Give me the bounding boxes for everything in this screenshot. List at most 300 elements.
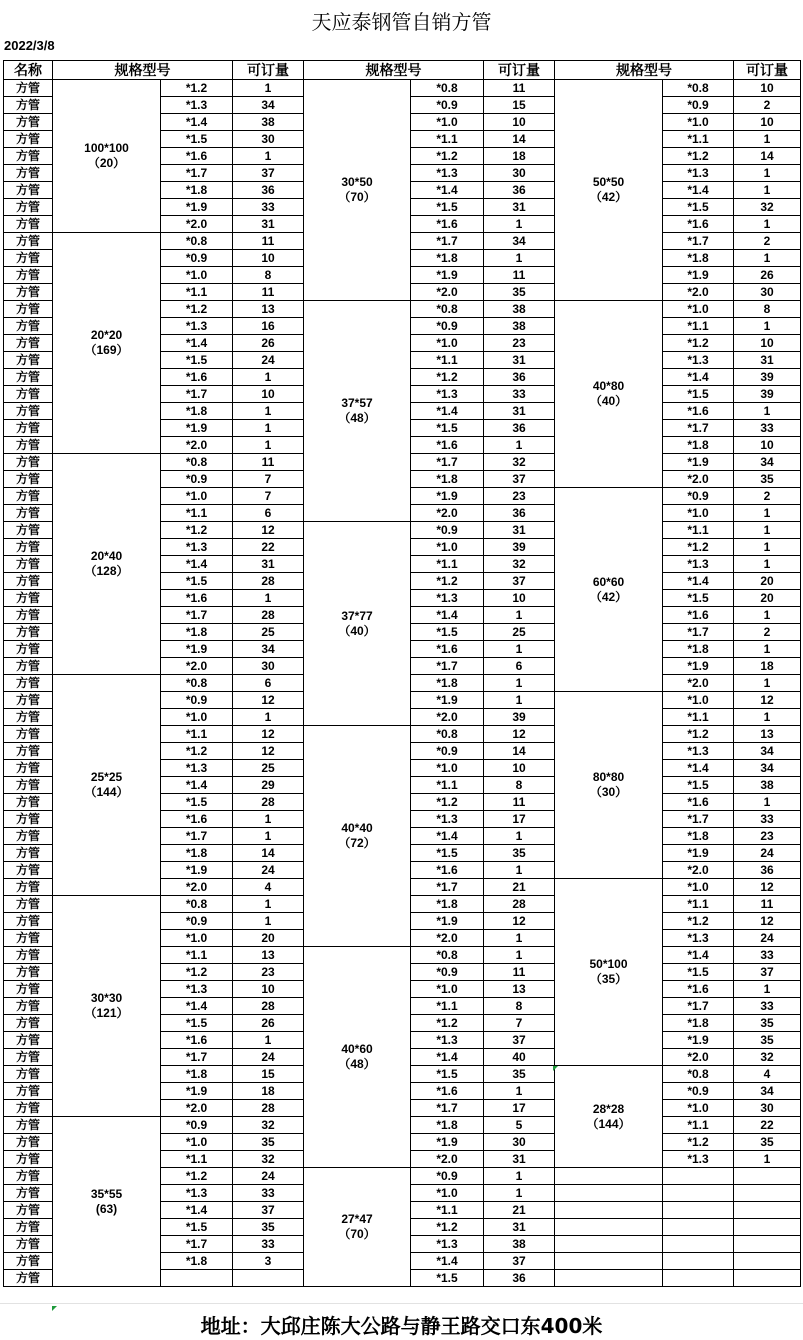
product-name-cell: 方管 <box>4 131 53 148</box>
quantity-cell: 11 <box>233 233 304 250</box>
quantity-cell: 16 <box>233 318 304 335</box>
quantity-cell: 1 <box>734 131 801 148</box>
quantity-cell: 39 <box>734 369 801 386</box>
thickness-cell: *1.7 <box>161 828 233 845</box>
product-name-cell: 方管 <box>4 896 53 913</box>
product-name-cell: 方管 <box>4 828 53 845</box>
quantity-cell: 12 <box>734 913 801 930</box>
thickness-cell: *1.9 <box>161 199 233 216</box>
spec-size: 60*60 <box>592 574 625 589</box>
thickness-cell: *1.3 <box>663 165 734 182</box>
thickness-cell: *1.4 <box>663 369 734 386</box>
quantity-cell: 2 <box>734 488 801 505</box>
thickness-cell: *1.1 <box>663 522 734 539</box>
quantity-cell: 38 <box>484 318 555 335</box>
quantity-cell: 33 <box>734 811 801 828</box>
quantity-cell: 2 <box>734 624 801 641</box>
thickness-cell: *1.7 <box>411 1100 484 1117</box>
thickness-cell: *1.4 <box>663 760 734 777</box>
quantity-cell: 21 <box>484 879 555 896</box>
thickness-cell: *1.2 <box>161 1168 233 1185</box>
product-name-cell: 方管 <box>4 369 53 386</box>
quantity-cell: 24 <box>734 930 801 947</box>
thickness-cell: *0.9 <box>663 97 734 114</box>
quantity-cell: 35 <box>734 471 801 488</box>
spec-size: 40*60 <box>341 1042 373 1056</box>
thickness-cell: *1.3 <box>663 556 734 573</box>
quantity-cell: 6 <box>233 675 304 692</box>
spec-cell <box>555 879 663 1066</box>
product-name-cell: 方管 <box>4 1270 53 1287</box>
thickness-cell: *1.5 <box>161 131 233 148</box>
quantity-cell: 32 <box>233 1117 304 1134</box>
thickness-cell: *1.1 <box>411 998 484 1015</box>
thickness-cell: *1.0 <box>411 760 484 777</box>
quantity-cell: 37 <box>484 1032 555 1049</box>
quantity-cell: 12 <box>484 913 555 930</box>
quantity-cell: 1 <box>233 437 304 454</box>
quantity-cell: 1 <box>734 675 801 692</box>
spec-count: （72） <box>338 836 376 850</box>
thickness-cell: *0.9 <box>161 692 233 709</box>
thickness-cell: *1.4 <box>411 607 484 624</box>
quantity-cell: 26 <box>233 335 304 352</box>
spec-count: （35） <box>589 972 628 986</box>
quantity-cell: 35 <box>734 1032 801 1049</box>
quantity-cell: 28 <box>484 896 555 913</box>
thickness-cell: *1.1 <box>161 284 233 301</box>
thickness-cell: *1.0 <box>411 114 484 131</box>
quantity-cell: 31 <box>484 199 555 216</box>
spec-cell <box>555 488 663 692</box>
thickness-cell: *1.7 <box>663 998 734 1015</box>
product-name-cell: 方管 <box>4 879 53 896</box>
product-name-cell: 方管 <box>4 760 53 777</box>
quantity-cell: 1 <box>734 794 801 811</box>
product-name-cell: 方管 <box>4 777 53 794</box>
thickness-cell: *1.9 <box>161 420 233 437</box>
quantity-cell: 13 <box>484 981 555 998</box>
product-name-cell: 方管 <box>4 675 53 692</box>
thickness-cell: *1.8 <box>161 1066 233 1083</box>
quantity-cell: 18 <box>484 148 555 165</box>
quantity-cell: 38 <box>484 1236 555 1253</box>
spec-cell <box>304 522 411 726</box>
spec-cell <box>53 80 161 233</box>
thickness-cell: *1.2 <box>411 369 484 386</box>
thickness-cell: *1.1 <box>411 352 484 369</box>
table-row <box>4 80 801 97</box>
thickness-cell: *1.4 <box>161 777 233 794</box>
thickness-cell: *1.0 <box>663 692 734 709</box>
spec-size: 20*40 <box>90 549 123 563</box>
quantity-cell: 10 <box>484 114 555 131</box>
empty-cell <box>663 1185 734 1202</box>
thickness-cell: *1.4 <box>161 556 233 573</box>
spec-count: (63) <box>95 1201 118 1216</box>
quantity-cell: 1 <box>734 318 801 335</box>
quantity-cell: 38 <box>734 777 801 794</box>
thickness-cell: *1.4 <box>161 998 233 1015</box>
quantity-cell: 1 <box>484 1168 555 1185</box>
thickness-cell: *0.9 <box>161 250 233 267</box>
spec-size: 37*77 <box>341 608 373 623</box>
thickness-cell: *0.8 <box>161 675 233 692</box>
thickness-cell: *1.7 <box>663 811 734 828</box>
quantity-cell: 34 <box>734 760 801 777</box>
product-name-cell: 方管 <box>4 165 53 182</box>
quantity-cell: 38 <box>484 301 555 318</box>
thickness-cell: *1.1 <box>161 726 233 743</box>
spec-size: 30*30 <box>90 991 123 1005</box>
thickness-cell: *1.2 <box>161 964 233 981</box>
quantity-cell: 2 <box>734 97 801 114</box>
quantity-cell: 1 <box>484 607 555 624</box>
thickness-cell: *1.1 <box>161 505 233 522</box>
quantity-cell: 36 <box>484 420 555 437</box>
inventory-table <box>3 60 801 1287</box>
thickness-cell: *1.9 <box>161 641 233 658</box>
product-name-cell: 方管 <box>4 539 53 556</box>
quantity-cell: 26 <box>233 1015 304 1032</box>
thickness-cell: *1.0 <box>411 981 484 998</box>
quantity-cell: 25 <box>484 624 555 641</box>
spec-cell <box>53 896 161 1117</box>
quantity-cell: 11 <box>734 896 801 913</box>
thickness-cell: *1.3 <box>411 1236 484 1253</box>
quantity-cell: 1 <box>734 556 801 573</box>
product-name-cell: 方管 <box>4 1185 53 1202</box>
product-name-cell: 方管 <box>4 913 53 930</box>
thickness-cell: *1.0 <box>663 879 734 896</box>
spec-size: 27*47 <box>341 1212 373 1226</box>
spec-count: （48） <box>338 1057 376 1071</box>
thickness-cell: *1.6 <box>161 590 233 607</box>
quantity-cell: 24 <box>233 1168 304 1185</box>
quantity-cell: 1 <box>233 913 304 930</box>
quantity-cell: 32 <box>484 454 555 471</box>
product-name-cell: 方管 <box>4 148 53 165</box>
thickness-cell: *1.3 <box>161 539 233 556</box>
quantity-cell: 1 <box>484 1083 555 1100</box>
quantity-cell: 36 <box>484 182 555 199</box>
product-name-cell: 方管 <box>4 573 53 590</box>
thickness-cell: *1.4 <box>411 1049 484 1066</box>
product-name-cell: 方管 <box>4 947 53 964</box>
quantity-cell: 12 <box>734 879 801 896</box>
thickness-cell: *1.0 <box>411 1185 484 1202</box>
product-name-cell: 方管 <box>4 998 53 1015</box>
product-name-cell: 方管 <box>4 1049 53 1066</box>
spec-count: （42） <box>589 190 628 204</box>
thickness-cell: *1.5 <box>663 590 734 607</box>
thickness-cell: *1.2 <box>663 1134 734 1151</box>
product-name-cell: 方管 <box>4 1032 53 1049</box>
thickness-cell: *0.8 <box>161 896 233 913</box>
thickness-cell: *1.1 <box>663 131 734 148</box>
thickness-cell: *1.7 <box>411 879 484 896</box>
thickness-cell: *1.1 <box>663 896 734 913</box>
thickness-cell: *1.2 <box>411 1219 484 1236</box>
thickness-cell: *1.5 <box>663 386 734 403</box>
product-name-cell: 方管 <box>4 267 53 284</box>
thickness-cell: *1.2 <box>411 794 484 811</box>
thickness-cell: *1.6 <box>663 794 734 811</box>
product-name-cell: 方管 <box>4 964 53 981</box>
thickness-cell: *0.8 <box>411 726 484 743</box>
product-name-cell: 方管 <box>4 1100 53 1117</box>
quantity-cell: 1 <box>484 1185 555 1202</box>
quantity-cell: 11 <box>484 964 555 981</box>
quantity-cell: 31 <box>233 216 304 233</box>
thickness-cell: *1.9 <box>411 1134 484 1151</box>
thickness-cell: *1.7 <box>663 233 734 250</box>
empty-cell <box>663 1270 734 1287</box>
thickness-cell: *1.6 <box>411 641 484 658</box>
product-name-cell: 方管 <box>4 437 53 454</box>
product-name-cell: 方管 <box>4 352 53 369</box>
thickness-cell: *0.8 <box>411 80 484 97</box>
quantity-cell: 1 <box>484 250 555 267</box>
quantity-cell: 37 <box>484 471 555 488</box>
thickness-cell: *2.0 <box>161 437 233 454</box>
quantity-cell: 35 <box>484 1066 555 1083</box>
empty-cell <box>555 1185 663 1202</box>
product-name-cell: 方管 <box>4 1219 53 1236</box>
quantity-cell: 1 <box>233 590 304 607</box>
quantity-cell: 1 <box>233 1032 304 1049</box>
header-row <box>4 61 801 80</box>
thickness-cell: *1.4 <box>161 114 233 131</box>
spec-cell <box>304 726 411 947</box>
thickness-cell: *2.0 <box>411 930 484 947</box>
thickness-cell: *1.2 <box>411 148 484 165</box>
thickness-cell: *1.6 <box>411 862 484 879</box>
empty-cell <box>663 1219 734 1236</box>
thickness-cell: *1.4 <box>411 182 484 199</box>
product-name-cell: 方管 <box>4 420 53 437</box>
thickness-cell: *1.1 <box>411 556 484 573</box>
quantity-cell: 12 <box>233 522 304 539</box>
spec-size: 50*100 <box>589 957 628 971</box>
quantity-cell: 18 <box>734 658 801 675</box>
quantity-cell: 12 <box>233 692 304 709</box>
thickness-cell: *1.8 <box>663 641 734 658</box>
thickness-cell: *1.5 <box>161 573 233 590</box>
quantity-cell: 37 <box>233 1202 304 1219</box>
sheet-date: 2022/3/8 <box>4 38 55 53</box>
spec-count: （121） <box>84 1006 129 1020</box>
quantity-cell: 12 <box>484 726 555 743</box>
thickness-cell: *1.0 <box>161 1134 233 1151</box>
product-name-cell: 方管 <box>4 471 53 488</box>
quantity-cell: 36 <box>734 862 801 879</box>
spec-cell <box>555 80 663 301</box>
quantity-cell: 29 <box>233 777 304 794</box>
thickness-cell: *1.9 <box>411 913 484 930</box>
thickness-cell: *1.3 <box>161 981 233 998</box>
product-name-cell: 方管 <box>4 114 53 131</box>
spec-count: （144） <box>586 1116 631 1131</box>
thickness-cell: *0.9 <box>411 743 484 760</box>
thickness-cell: *1.5 <box>411 624 484 641</box>
thickness-cell: *1.7 <box>663 624 734 641</box>
quantity-cell: 10 <box>734 80 801 97</box>
thickness-cell: *1.8 <box>411 896 484 913</box>
quantity-cell: 31 <box>484 1219 555 1236</box>
quantity-cell: 37 <box>484 1253 555 1270</box>
quantity-cell: 1 <box>233 896 304 913</box>
quantity-cell: 23 <box>233 964 304 981</box>
thickness-cell: *1.8 <box>161 624 233 641</box>
thickness-cell: *1.0 <box>161 930 233 947</box>
quantity-cell: 15 <box>484 97 555 114</box>
quantity-cell: 23 <box>734 828 801 845</box>
quantity-cell: 10 <box>484 760 555 777</box>
quantity-cell: 11 <box>233 284 304 301</box>
thickness-cell: *0.9 <box>663 488 734 505</box>
thickness-cell: *0.8 <box>161 454 233 471</box>
product-name-cell: 方管 <box>4 1151 53 1168</box>
quantity-cell: 24 <box>233 1049 304 1066</box>
thickness-cell: *1.1 <box>663 709 734 726</box>
thickness-cell: *1.3 <box>161 760 233 777</box>
quantity-cell: 21 <box>484 1202 555 1219</box>
thickness-cell: *1.0 <box>663 505 734 522</box>
thickness-cell: *1.5 <box>411 420 484 437</box>
empty-cell <box>734 1236 801 1253</box>
quantity-cell: 1 <box>484 641 555 658</box>
spec-count: （30） <box>589 785 628 799</box>
quantity-cell: 14 <box>484 743 555 760</box>
empty-cell <box>663 1168 734 1185</box>
thickness-cell: *1.5 <box>411 1270 484 1287</box>
quantity-cell: 1 <box>484 216 555 233</box>
thickness-cell: *0.9 <box>161 471 233 488</box>
product-name-cell: 方管 <box>4 403 53 420</box>
quantity-cell: 33 <box>233 1185 304 1202</box>
thickness-cell: *1.7 <box>411 454 484 471</box>
thickness-cell: *1.2 <box>663 539 734 556</box>
quantity-cell: 1 <box>484 947 555 964</box>
thickness-cell: *1.5 <box>411 845 484 862</box>
quantity-cell: 28 <box>233 573 304 590</box>
thickness-cell: *1.4 <box>161 335 233 352</box>
product-name-cell: 方管 <box>4 1117 53 1134</box>
product-name-cell: 方管 <box>4 182 53 199</box>
product-name-cell: 方管 <box>4 80 53 97</box>
quantity-cell: 10 <box>734 437 801 454</box>
thickness-cell: *1.3 <box>411 811 484 828</box>
thickness-cell: *1.5 <box>411 1066 484 1083</box>
thickness-cell: *1.0 <box>411 335 484 352</box>
thickness-cell: *0.9 <box>411 1168 484 1185</box>
empty-cell <box>734 1253 801 1270</box>
thickness-cell: *1.6 <box>161 369 233 386</box>
footer-address: 地址：大邱庄陈大公路与静王路交口东400米 <box>200 1314 603 1338</box>
quantity-cell: 10 <box>233 981 304 998</box>
product-name-cell: 方管 <box>4 811 53 828</box>
quantity-cell: 33 <box>734 420 801 437</box>
thickness-cell: *1.3 <box>663 930 734 947</box>
quantity-cell: 1 <box>233 828 304 845</box>
thickness-cell: *1.0 <box>161 488 233 505</box>
thickness-cell: *1.8 <box>411 675 484 692</box>
empty-cell <box>555 1270 663 1287</box>
spec-count: （144） <box>84 785 129 799</box>
quantity-cell: 32 <box>484 556 555 573</box>
quantity-cell: 34 <box>734 743 801 760</box>
quantity-cell: 35 <box>484 845 555 862</box>
thickness-cell: *1.7 <box>411 658 484 675</box>
thickness-cell: *1.6 <box>411 216 484 233</box>
thickness-cell: *1.3 <box>161 1185 233 1202</box>
product-name-cell: 方管 <box>4 1066 53 1083</box>
thickness-cell: *1.7 <box>161 165 233 182</box>
thickness-cell: *1.9 <box>663 454 734 471</box>
thickness-cell: *1.7 <box>663 420 734 437</box>
quantity-cell: 33 <box>734 947 801 964</box>
quantity-cell: 17 <box>484 811 555 828</box>
thickness-cell: *1.5 <box>663 199 734 216</box>
product-name-cell: 方管 <box>4 641 53 658</box>
thickness-cell: *1.9 <box>411 267 484 284</box>
quantity-cell: 37 <box>734 964 801 981</box>
thickness-cell: *1.9 <box>411 488 484 505</box>
spec-count: （70） <box>338 1227 376 1241</box>
thickness-cell: *1.6 <box>411 437 484 454</box>
quantity-cell <box>233 1270 304 1287</box>
thickness-cell: *1.1 <box>411 1202 484 1219</box>
spec-cell <box>555 1066 663 1168</box>
thickness-cell: *1.5 <box>411 199 484 216</box>
quantity-cell: 20 <box>734 590 801 607</box>
thickness-cell <box>161 1270 233 1287</box>
header-spec: 规格型号 <box>555 61 734 80</box>
quantity-cell: 12 <box>233 726 304 743</box>
spec-count: （48） <box>338 411 376 425</box>
quantity-cell: 1 <box>233 811 304 828</box>
product-name-cell: 方管 <box>4 199 53 216</box>
thickness-cell: *2.0 <box>663 1049 734 1066</box>
thickness-cell: *1.7 <box>161 1236 233 1253</box>
thickness-cell: *0.9 <box>161 1117 233 1134</box>
quantity-cell: 10 <box>233 250 304 267</box>
spec-cell <box>304 1168 411 1287</box>
inventory-table-body <box>4 61 801 1287</box>
product-name-cell: 方管 <box>4 335 53 352</box>
spec-cell <box>304 80 411 301</box>
spec-size: 80*80 <box>592 770 625 784</box>
thickness-cell: *1.4 <box>663 573 734 590</box>
product-name-cell: 方管 <box>4 97 53 114</box>
product-name-cell: 方管 <box>4 386 53 403</box>
thickness-cell: *1.1 <box>663 1117 734 1134</box>
thickness-cell: *1.0 <box>663 301 734 318</box>
thickness-cell: *2.0 <box>411 505 484 522</box>
quantity-cell: 31 <box>484 1151 555 1168</box>
empty-cell <box>734 1202 801 1219</box>
product-name-cell: 方管 <box>4 454 53 471</box>
thickness-cell: *1.5 <box>663 964 734 981</box>
spec-count: （128） <box>84 564 129 578</box>
quantity-cell: 13 <box>233 947 304 964</box>
thickness-cell: *1.2 <box>411 573 484 590</box>
quantity-cell: 35 <box>484 284 555 301</box>
empty-cell <box>734 1168 801 1185</box>
quantity-cell: 33 <box>233 199 304 216</box>
product-name-cell: 方管 <box>4 862 53 879</box>
